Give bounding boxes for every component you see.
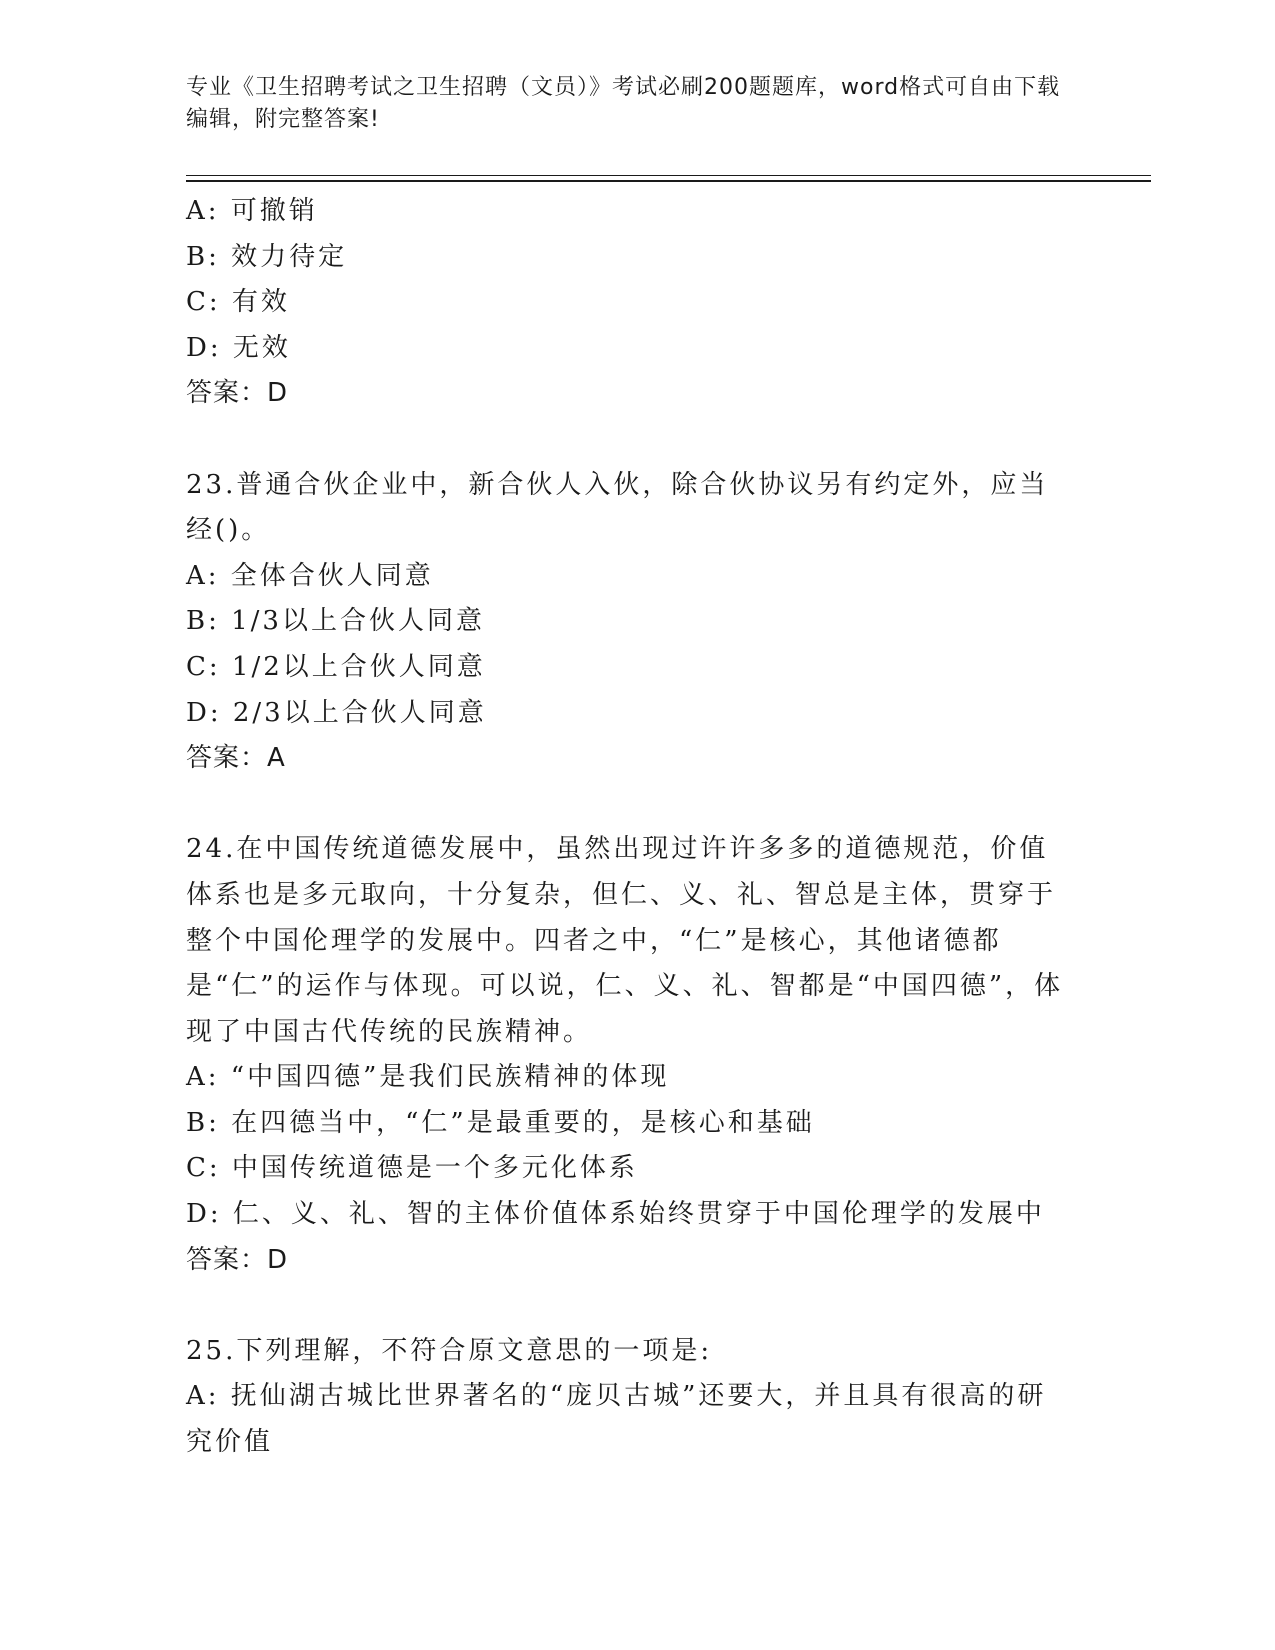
option-c: C: 有效 (186, 287, 290, 318)
header-divider-thick (186, 180, 1151, 182)
question-block (186, 827, 1086, 1283)
option-c: C: 1/2以上合伙人同意 (186, 651, 486, 682)
answer-text: 答案：D (186, 1244, 289, 1275)
question-block (186, 1329, 1086, 1466)
option-d: D: 仁、义、礼、智的主体价值体系始终贯穿于中国伦理学的发展中 (186, 1199, 1045, 1230)
option-b: B: 在四德当中，“仁”是最重要的，是核心和基础 (186, 1107, 815, 1138)
option-a: A: “中国四德”是我们民族精神的体现 (186, 1062, 670, 1093)
spacer (186, 1283, 1086, 1329)
option-a: A: 全体合伙人同意 (186, 560, 434, 591)
option-b: B: 效力待定 (186, 241, 348, 272)
document-header: 专业《卫生招聘考试之卫生招聘（文员）》考试必刷200题题库，word格式可自由下载编辑，附完整答案! (186, 75, 1061, 132)
option-d: D: 2/3以上合伙人同意 (186, 697, 487, 728)
option-a: A: 可撤销 (186, 196, 318, 226)
option-b: B: 1/3以上合伙人同意 (186, 606, 485, 637)
question-block (186, 189, 1086, 417)
option-d: D: 无效 (186, 332, 291, 363)
header-divider-thin (186, 175, 1151, 176)
question-list (186, 189, 1086, 1466)
option-c: C: 中国传统道德是一个多元化体系 (186, 1153, 638, 1184)
question-text: 23.普通合伙企业中，新合伙人入伙，除合伙协议另有约定外，应当经()。 (186, 469, 1049, 546)
question-block (186, 463, 1086, 782)
spacer (186, 782, 1086, 828)
option-a: A: 抚仙湖古城比世界著名的“庞贝古城”还要大，并且具有很高的研究价值 (186, 1381, 1047, 1458)
question-text: 25.下列理解，不符合原文意思的一项是: (186, 1335, 713, 1366)
question-text: 24.在中国传统道德发展中，虽然出现过许许多多的道德规范，价值体系也是多元取向，十分复杂，但仁、义、礼、智总是主体，贯穿于整个中国伦理学的发展中。四者之中，“仁”是核心，其他诸德都是“仁”的运作与体现。可以说，仁、义、礼、智都是“中国四德”，体现了中国古代传统的民族精神。 (186, 834, 1064, 1047)
answer-text: 答案：D (186, 378, 289, 409)
answer-text: 答案：A (186, 743, 286, 774)
spacer (186, 417, 1086, 463)
